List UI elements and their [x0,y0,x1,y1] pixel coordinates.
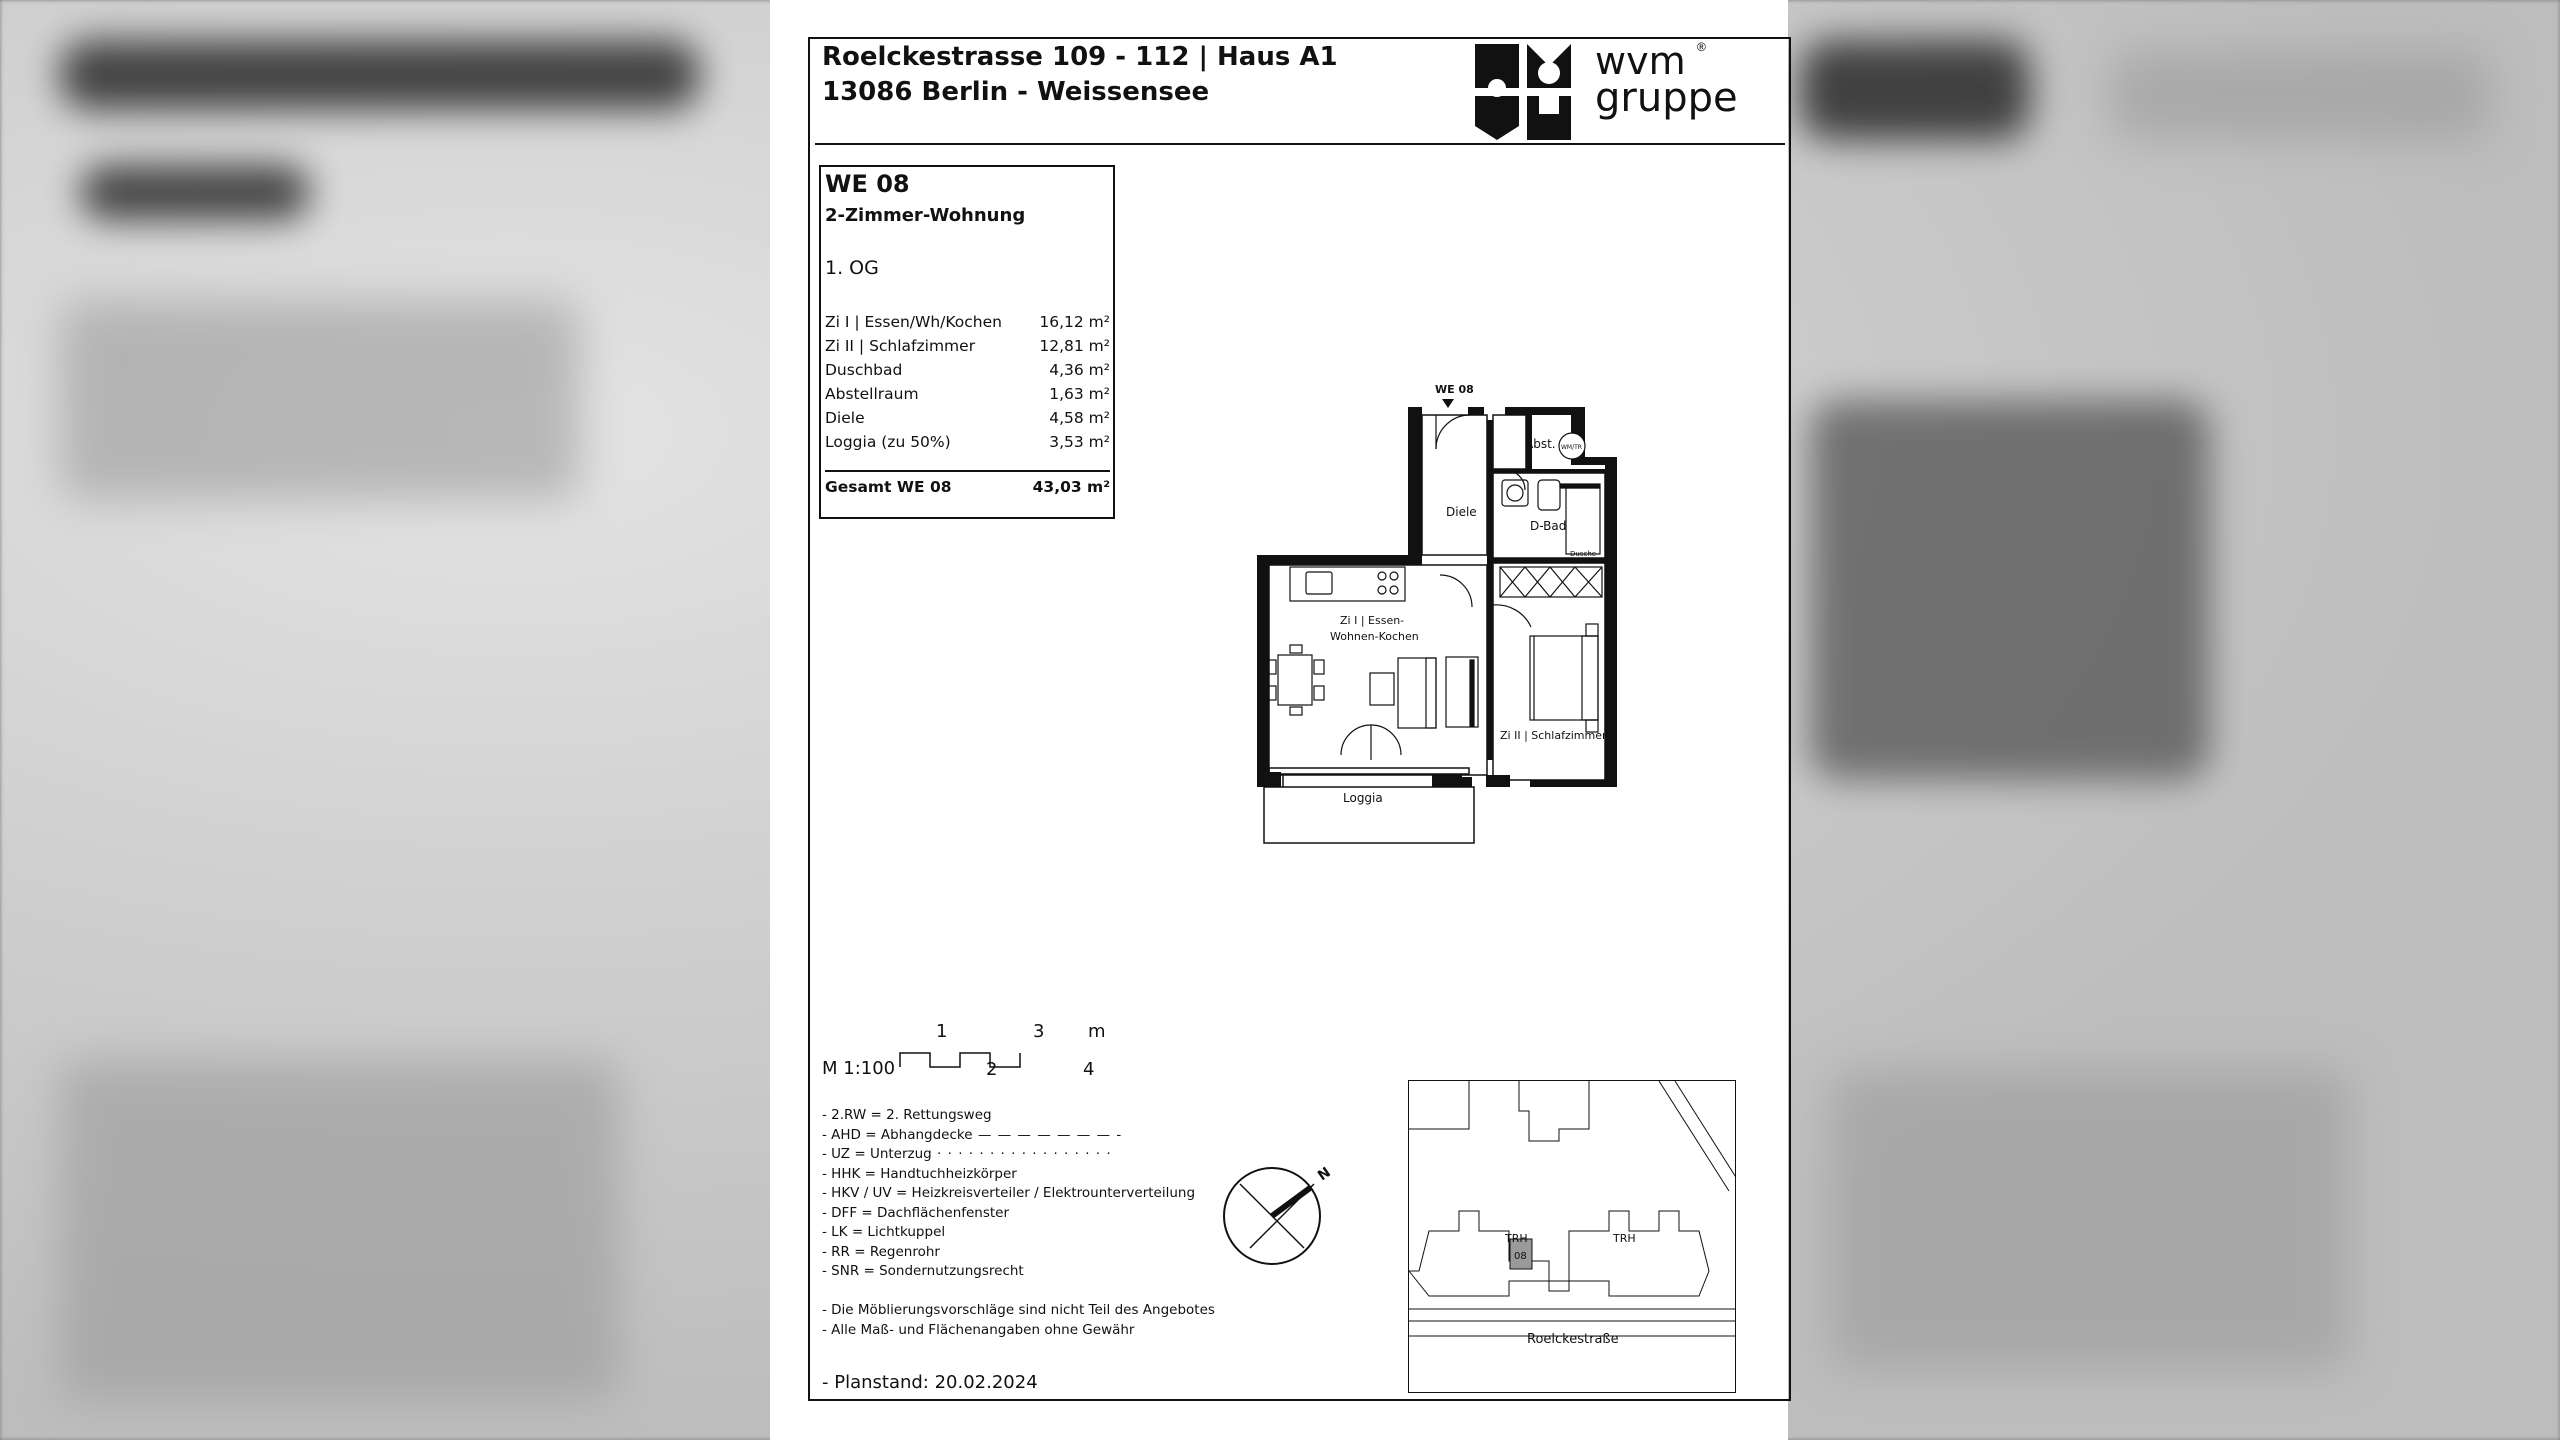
address-line-2: 13086 Berlin - Weissensee [822,77,1210,107]
room-area: 3,53 m² [1049,433,1110,451]
entrance-label: WE 08 [1435,383,1474,396]
scale-mark-4: 4 [1083,1059,1095,1080]
legend-item: - AHD = Abhangdecke — — — — — — — - [822,1126,1123,1143]
site-label-trh-right: TRH [1613,1232,1636,1245]
label-diele: Diele [1446,505,1477,519]
unit-id: WE 08 [825,170,910,198]
bathroom-fixtures [1502,480,1600,554]
logo-word-gruppe: gruppe [1595,75,1738,121]
room-area: 12,81 m² [1039,337,1110,355]
entrance-arrow-icon [1442,399,1454,408]
label-dbad: D-Bad [1530,519,1567,533]
unit-floor: 1. OG [825,257,879,279]
background-blur-shape [60,300,580,500]
unit-type: 2-Zimmer-Wohnung [825,205,1026,226]
bed [1530,624,1598,732]
background-blur-shape [2110,50,2490,140]
room-name: Diele [825,409,865,427]
scale-bar [890,1035,1050,1075]
label-zi2: Zi II | Schlafzimmer [1500,729,1607,742]
room-area: 1,63 m² [1049,385,1110,403]
label-zi1-line2: Wohnen-Kochen [1330,630,1419,643]
abbreviation-legend [822,1106,1195,1282]
label-dusche: Dusche [1570,550,1597,558]
site-street-label: Roelckestraße [1527,1332,1619,1347]
legend-item: - HHK = Handtuchheizkörper [822,1165,1017,1182]
floorplan-document [770,0,1788,1440]
scale-label: M 1:100 [822,1058,896,1079]
legend-item: - HKV / UV = Heizkreisverteiler / Elektrounterverteilung [822,1185,1196,1201]
plan-date: - Planstand: 20.02.2024 [822,1372,1038,1393]
background-blur-shape [80,165,310,220]
scale-mark-3: 3 [1033,1021,1045,1042]
room-area: 16,12 m² [1039,313,1110,331]
total-area: 43,03 m² [1032,478,1110,496]
wardrobe [1500,567,1602,597]
logo-word-wvm: wvm [1595,39,1686,83]
room-name: Duschbad [825,361,903,379]
room-area: 4,58 m² [1049,409,1110,427]
site-label-trh-left: TRH [1505,1232,1528,1245]
background-blur-shape [60,40,700,110]
background-blur-shape [1830,1070,2350,1370]
scale-mark-m: m [1088,1021,1106,1042]
scale-mark-1: 1 [936,1021,948,1042]
label-zi1-line1: Zi I | Essen- [1340,614,1405,627]
legend-item: - LK = Lichtkuppel [822,1224,946,1240]
background-blur-shape [1800,40,2030,140]
site-plan [1408,1080,1736,1393]
compass-north-label: N [1314,1164,1334,1185]
floor-plan-drawing [770,0,1788,900]
label-loggia: Loggia [1343,791,1383,805]
total-label: Gesamt WE 08 [825,478,952,496]
room-name: Zi II | Schlafzimmer [825,337,976,355]
room-area: 4,36 m² [1049,361,1110,379]
background-blur-shape [60,1060,620,1400]
label-abst: Abst. [1525,437,1556,451]
note-item: - Die Möblierungsvorschläge sind nicht Teil des Angebotes [822,1302,1215,1318]
site-unit-marker: 08 [1514,1251,1527,1262]
logo-registered-mark: ® [1697,40,1706,54]
note-item: - Alle Maß- und Flächenangaben ohne Gewähr [822,1321,1135,1338]
legend-item: - 2.RW = 2. Rettungsweg [822,1107,992,1123]
legend-item: - DFF = Dachflächenfenster [822,1204,1010,1221]
legend-item: - RR = Regenrohr [822,1243,940,1260]
room-name: Zi I | Essen/Wh/Kochen [825,313,1002,331]
scale-mark-2: 2 [986,1059,998,1080]
kitchen-counter [1290,567,1405,601]
address-line-1: Roelckestrasse 109 - 112 | Haus A1 [822,42,1338,72]
legend-item: - SNR = Sondernutzungsrecht [822,1263,1024,1279]
washer-label: WM/TR [1561,444,1582,451]
room-name: Abstellraum [825,385,919,403]
disclaimer-notes [822,1301,1215,1340]
room-name: Loggia (zu 50%) [825,433,951,451]
living-furniture [1266,645,1478,728]
legend-item: - UZ = Unterzug · · · · · · · · · · · · · · · · · [822,1146,1112,1162]
site-plan-drawing [1409,1081,1736,1393]
north-compass-icon [1220,1150,1340,1270]
background-blur-shape [1810,400,2210,780]
